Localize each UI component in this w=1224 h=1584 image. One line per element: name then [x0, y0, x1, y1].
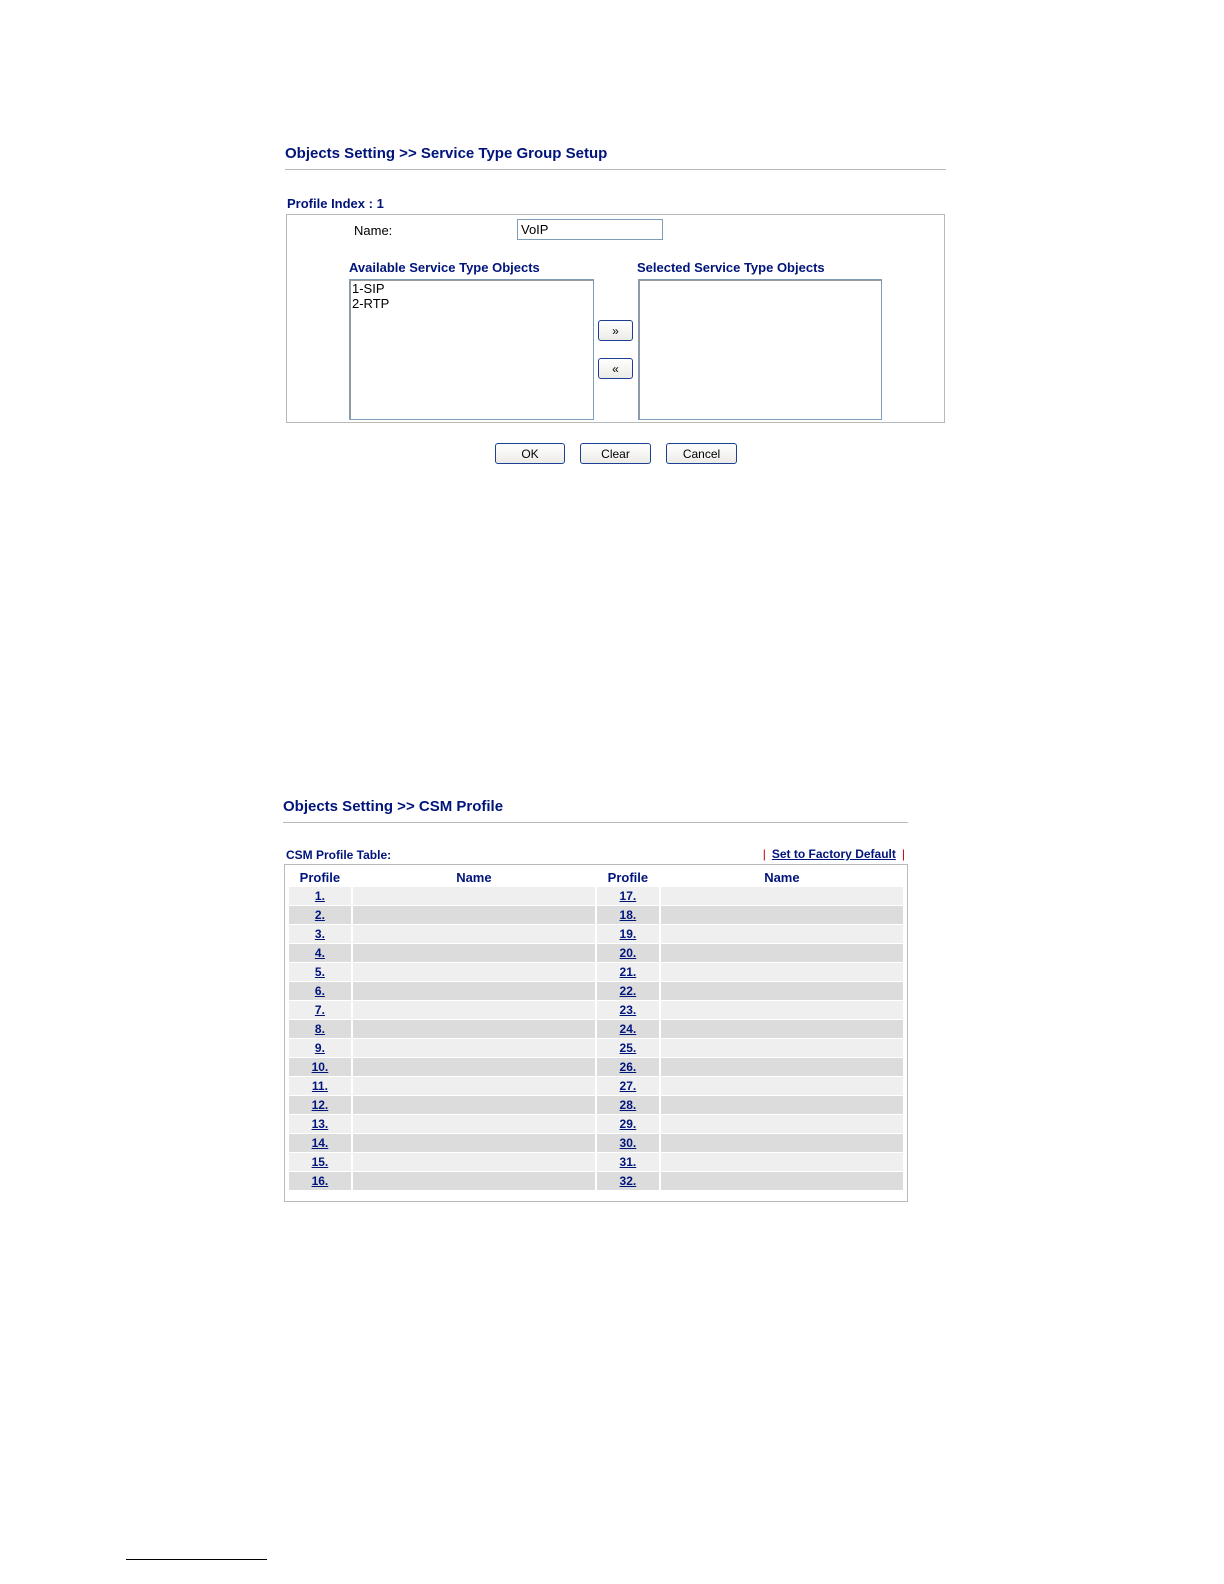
profile-name-cell — [353, 1001, 595, 1020]
profile-link[interactable]: 4. — [314, 946, 325, 960]
profile-cell — [289, 1058, 351, 1077]
csm-profile-table-frame — [284, 864, 908, 1202]
profile-name-cell — [661, 887, 903, 906]
profile-cell — [597, 1039, 659, 1058]
profile-name-cell — [353, 887, 595, 906]
profile-link[interactable]: 16. — [311, 1174, 329, 1188]
profile-link[interactable]: 14. — [311, 1136, 329, 1150]
profile-cell — [597, 1077, 659, 1096]
profile-name-cell — [661, 1096, 903, 1115]
profile-link[interactable]: 2. — [314, 908, 325, 922]
column-header-profile: Profile — [299, 869, 341, 885]
profile-name-cell — [661, 1134, 903, 1153]
profile-cell — [597, 963, 659, 982]
profile-cell — [289, 1039, 351, 1058]
profile-link[interactable]: 13. — [311, 1117, 329, 1131]
profile-cell — [289, 982, 351, 1001]
selected-objects-list[interactable] — [638, 279, 882, 420]
profile-link[interactable]: 15. — [311, 1155, 329, 1169]
profile-name-cell — [353, 1020, 595, 1039]
csm-profile-table — [287, 867, 905, 1191]
profile-cell — [597, 1134, 659, 1153]
profile-name-cell — [353, 906, 595, 925]
profile-link[interactable]: 22. — [619, 984, 637, 998]
profile-link[interactable]: 21. — [619, 965, 637, 979]
profile-link[interactable]: 11. — [311, 1079, 328, 1093]
profile-cell — [597, 1020, 659, 1039]
profile-cell — [289, 1020, 351, 1039]
profile-cell — [289, 963, 351, 982]
profile-name-cell — [661, 944, 903, 963]
profile-name-cell — [661, 1172, 903, 1191]
profile-name-cell — [353, 1153, 595, 1172]
column-header-name: Name — [764, 869, 800, 885]
profile-name-cell — [353, 1134, 595, 1153]
profile-link[interactable]: 20. — [619, 946, 637, 960]
profile-name-cell — [353, 1058, 595, 1077]
profile-link[interactable]: 12. — [311, 1098, 329, 1112]
profile-link[interactable]: 17. — [619, 889, 637, 903]
profile-link[interactable]: 9. — [314, 1041, 325, 1055]
profile-name-cell — [353, 1115, 595, 1134]
profile-name-cell — [661, 1153, 903, 1172]
profile-link[interactable]: 29. — [619, 1117, 637, 1131]
profile-link[interactable]: 1. — [314, 889, 325, 903]
cancel-button[interactable]: Cancel — [666, 443, 737, 464]
profile-name-cell — [661, 1001, 903, 1020]
profile-name-cell — [661, 1020, 903, 1039]
profile-link[interactable]: 26. — [619, 1060, 637, 1074]
profile-name-cell — [353, 982, 595, 1001]
list-item[interactable]: 2-RTP — [352, 296, 390, 311]
profile-link[interactable]: 18. — [619, 908, 637, 922]
profile-name-cell — [353, 1039, 595, 1058]
profile-cell — [289, 1172, 351, 1191]
separator: | — [762, 847, 766, 861]
column-header-profile: Profile — [607, 869, 649, 885]
profile-cell — [597, 982, 659, 1001]
set-factory-default-link[interactable]: Set to Factory Default — [771, 847, 896, 861]
csm-table-title: CSM Profile Table: — [286, 848, 392, 862]
profile-link[interactable]: 3. — [314, 927, 325, 941]
table-row — [289, 963, 903, 982]
profile-cell — [597, 1172, 659, 1191]
profile-name-cell — [661, 1058, 903, 1077]
profile-link[interactable]: 23. — [619, 1003, 637, 1017]
profile-cell — [597, 925, 659, 944]
list-item[interactable]: 1-SIP — [352, 281, 385, 296]
table-row — [289, 982, 903, 1001]
table-row — [289, 925, 903, 944]
profile-link[interactable]: 27. — [619, 1079, 637, 1093]
profile-name-cell — [661, 982, 903, 1001]
profile-cell — [597, 1096, 659, 1115]
profile-name-cell — [661, 1039, 903, 1058]
ok-button[interactable]: OK — [495, 443, 565, 464]
profile-index-label: Profile Index : 1 — [287, 196, 384, 211]
footnote-divider — [126, 1559, 267, 1560]
remove-object-button[interactable]: « — [598, 358, 633, 379]
table-row — [289, 887, 903, 906]
selected-objects-label: Selected Service Type Objects — [637, 260, 825, 275]
separator: | — [901, 847, 905, 861]
page-title-csm-profile: Objects Setting >> CSM Profile — [283, 798, 504, 815]
profile-link[interactable]: 19. — [619, 927, 637, 941]
title-divider — [283, 822, 908, 823]
profile-link[interactable]: 25. — [619, 1041, 637, 1055]
profile-link[interactable]: 30. — [619, 1136, 637, 1150]
table-row — [289, 1001, 903, 1020]
profile-cell — [289, 1134, 351, 1153]
profile-cell — [289, 1153, 351, 1172]
profile-name-cell — [661, 1115, 903, 1134]
title-divider — [285, 169, 946, 170]
profile-cell — [597, 887, 659, 906]
profile-name-cell — [661, 925, 903, 944]
profile-cell — [597, 906, 659, 925]
clear-button[interactable]: Clear — [580, 443, 651, 464]
table-row — [289, 1115, 903, 1134]
profile-link[interactable]: 32. — [619, 1174, 637, 1188]
profile-name-cell — [661, 906, 903, 925]
page-title-service-type-group: Objects Setting >> Service Type Group Setup — [285, 145, 608, 162]
profile-cell — [289, 1115, 351, 1134]
profile-cell — [289, 925, 351, 944]
profile-cell — [597, 1001, 659, 1020]
profile-name-cell — [661, 1077, 903, 1096]
table-row — [289, 1096, 903, 1115]
name-label: Name: — [354, 223, 393, 238]
profile-cell — [289, 1096, 351, 1115]
profile-cell — [597, 1115, 659, 1134]
profile-link[interactable]: 8. — [314, 1022, 325, 1036]
profile-link[interactable]: 5. — [314, 965, 325, 979]
table-row — [289, 1058, 903, 1077]
profile-name-cell — [661, 963, 903, 982]
table-row — [289, 944, 903, 963]
add-object-button[interactable]: » — [598, 320, 633, 341]
table-row — [289, 1039, 903, 1058]
column-header-name: Name — [456, 869, 492, 885]
profile-link[interactable]: 31. — [619, 1155, 637, 1169]
profile-name-cell — [353, 1096, 595, 1115]
available-objects-list[interactable] — [349, 279, 594, 420]
profile-cell — [289, 887, 351, 906]
table-row — [289, 1172, 903, 1191]
profile-name-cell — [353, 1077, 595, 1096]
profile-link[interactable]: 24. — [619, 1022, 637, 1036]
profile-cell — [597, 1153, 659, 1172]
table-row — [289, 1020, 903, 1039]
profile-link[interactable]: 10. — [311, 1060, 329, 1074]
table-row — [289, 906, 903, 925]
profile-cell — [289, 906, 351, 925]
profile-name-cell — [353, 963, 595, 982]
profile-link[interactable]: 28. — [619, 1098, 637, 1112]
table-row — [289, 1077, 903, 1096]
table-row — [289, 1153, 903, 1172]
profile-link[interactable]: 7. — [314, 1003, 325, 1017]
profile-name-cell — [353, 1172, 595, 1191]
profile-name-cell — [353, 944, 595, 963]
available-objects-label: Available Service Type Objects — [349, 260, 540, 275]
profile-cell — [597, 1058, 659, 1077]
table-row — [289, 1134, 903, 1153]
profile-link[interactable]: 6. — [314, 984, 325, 998]
name-input[interactable] — [517, 219, 663, 240]
profile-cell — [289, 1001, 351, 1020]
factory-default-group — [763, 847, 905, 861]
profile-name-cell — [353, 925, 595, 944]
profile-cell — [289, 944, 351, 963]
profile-cell — [597, 944, 659, 963]
profile-cell — [289, 1077, 351, 1096]
